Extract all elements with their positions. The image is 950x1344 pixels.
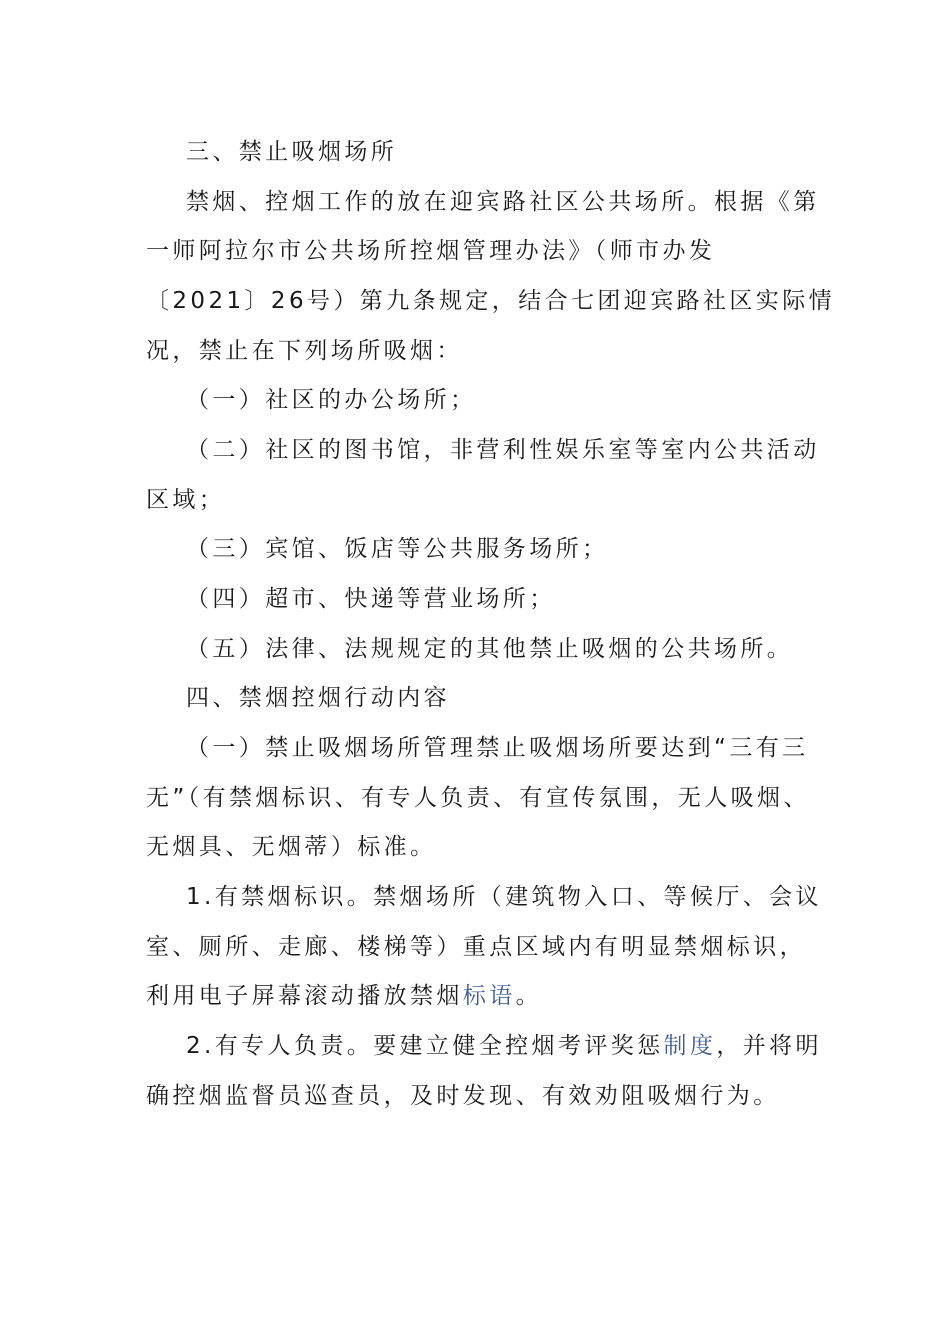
section4-para3-line2: 确控烟监督员巡查员，及时发现、有效劝阻吸烟行为。 <box>146 1083 780 1109</box>
section4-para1-line1: （一）禁止吸烟场所管理禁止吸烟场所要达到“三有三 <box>186 735 809 761</box>
section4-para1-line2: 无”（有禁烟标识、有专人负责、有宣传氛围，无人吸烟、 <box>146 785 810 811</box>
section4-para2-line1: 1.有禁烟标识。禁烟场所（建筑物入口、等候厅、会议 <box>186 884 822 910</box>
para3-line1-text-a: 2.有专人负责。要建立健全控烟考评奖惩 <box>186 1033 664 1059</box>
section4-para2-line3 <box>146 982 542 1010</box>
section3-intro-line4: 况，禁止在下列场所吸烟： <box>146 338 463 364</box>
section4-heading: 四、禁烟控烟行动内容 <box>186 685 450 711</box>
section4-para1-line3: 无烟具、无烟蒂）标准。 <box>146 834 437 860</box>
section3-heading: 三、禁止吸烟场所 <box>186 139 398 165</box>
list-item-3: （三）宾馆、饭店等公共服务场所； <box>186 536 609 562</box>
system-link[interactable]: 制度 <box>663 1033 717 1059</box>
slogan-link[interactable]: 标语 <box>462 983 516 1009</box>
list-item-2-line1: （二）社区的图书馆，非营利性娱乐室等室内公共活动 <box>186 437 820 463</box>
list-item-1: （一）社区的办公场所； <box>186 387 477 413</box>
list-item-2-line2: 区域； <box>146 487 226 513</box>
section4-para2-line2: 室、厕所、走廊、楼梯等）重点区域内有明显禁烟标识， <box>146 934 806 960</box>
section4-para3-line1 <box>186 1032 822 1060</box>
section3-intro-line3: 〔2021〕26号）第九条规定，结合七团迎宾路社区实际情 <box>146 288 835 314</box>
para2-line3-text-b: 。 <box>515 983 543 1009</box>
list-item-4: （四）超市、快递等营业场所； <box>186 586 556 612</box>
para2-line3-text-a: 利用电子屏幕滚动播放禁烟 <box>146 983 463 1009</box>
section3-intro-line1: 禁烟、控烟工作的放在迎宾路社区公共场所。根据《第 <box>186 189 820 215</box>
section3-intro-line2: 一师阿拉尔市公共场所控烟管理办法》（师市办发 <box>146 238 716 264</box>
para3-line1-text-b: ，并将明 <box>716 1033 822 1059</box>
list-item-5: （五）法律、法规规定的其他禁止吸烟的公共场所。 <box>186 636 794 662</box>
